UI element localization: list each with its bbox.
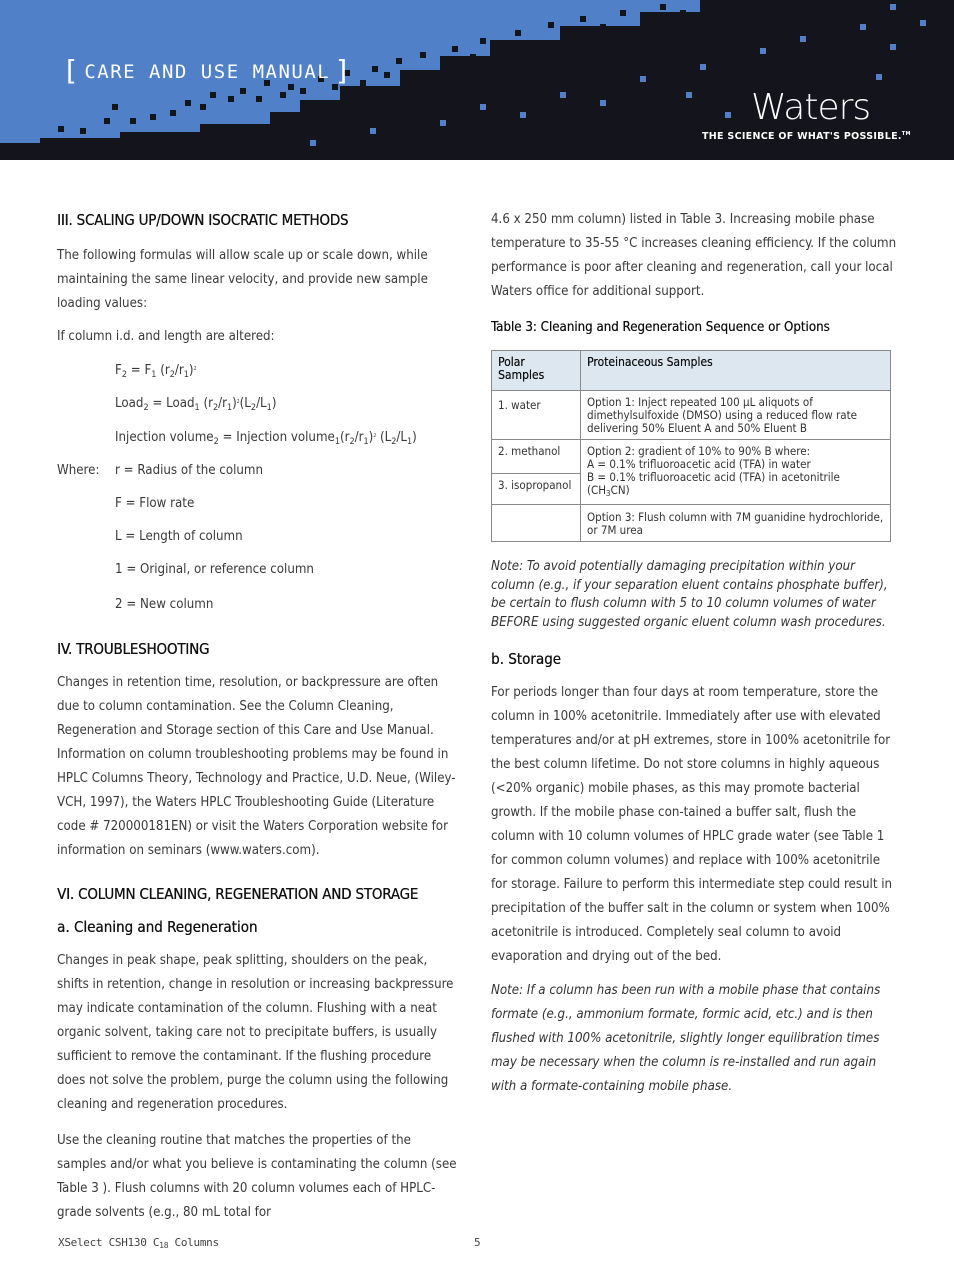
trademark-mark: TM xyxy=(901,131,911,137)
superscript: 2 xyxy=(236,399,240,405)
option-1-cell: Option 1: Inject repeated 100 µL aliquots of dimethylsulfoxide (DMSO) using a reduced flow rate delivering 50% Eluent A and 50% Eluent B xyxy=(581,391,891,440)
waters-logo xyxy=(702,88,932,142)
option-2-cell xyxy=(581,440,891,505)
section-4-body: Changes in retention time, resolution, or backpressure are often due to column contamination. See the Column Cleaning, Regeneration and Storage section of this Care and Use Manual. Information on column troubleshooting problems may be found in HPLC Columns Theory, Technology and Practice, U.D. Neue, (Wiley-VCH, 1997), the Waters HPLC Troubleshooting Guide (Literature code # 720000181EN) or visit the Waters Corporation website for information on seminars (www.waters.com). xyxy=(57,675,456,858)
header-banner xyxy=(0,0,954,160)
superscript: 2 xyxy=(193,366,197,372)
subscript: 1 xyxy=(194,403,200,413)
subscript: 2 xyxy=(349,437,355,447)
polar-cell: 2. methanol xyxy=(492,440,581,474)
table-header-row xyxy=(492,351,891,391)
subscript: 1 xyxy=(334,437,340,447)
formula-load xyxy=(115,392,459,416)
formula-term: /r xyxy=(354,430,364,445)
polar-cell-empty xyxy=(492,505,581,542)
formula-term: (r xyxy=(156,363,170,378)
formula-term: /r xyxy=(174,363,184,378)
tagline-text: THE SCIENCE OF WHAT'S POSSIBLE. xyxy=(702,131,902,142)
table-3-caption: Table 3: Cleaning and Regeneration Sequence or Options xyxy=(491,320,830,335)
formate-note: Note: If a column has been run with a mobile phase that contains formate (e.g., ammonium formate, formic acid, etc.) and is then flushed with 100% acetonitrile, slightly longer equilibration times may be necessary when the column is re-installed and run again with a formate-containing mobile phase. xyxy=(491,983,881,1094)
subscript: 2 xyxy=(169,370,175,380)
polar-cell: 3. isopropanol xyxy=(492,473,581,504)
section-3-condition: If column i.d. and length are altered: xyxy=(57,329,275,344)
subsection-a-heading: a. Cleaning and Regeneration xyxy=(57,918,258,936)
subscript: 1 xyxy=(183,370,189,380)
bracket-close: ] xyxy=(334,54,353,87)
formula-term: Load xyxy=(115,396,144,411)
subsection-b-heading: b. Storage xyxy=(491,650,561,668)
definition-row xyxy=(57,525,459,549)
subscript: 18 xyxy=(159,1241,169,1250)
subscript: 1 xyxy=(266,403,272,413)
option-2-line: A = 0.1% trifluoroacetic acid (TFA) in water xyxy=(587,457,811,471)
storage-paragraph: For periods longer than four days at room temperature, store the column in 100% acetonitrile. Immediately after use with elevated temperatures and/or at pH extremes, store in 100% acetonitrile for the best column lifetime. Do not store columns in highly aqueous (<20% organic) mobile phases, as this may promote bacterial growth. If the mobile phase con-tained a buffer salt, flush the column with 10 column volumes of HPLC grade water (see Table 1 for common column volumes) and replace with 100% acetonitrile for storage. Failure to perform this intermediate step could result in precipitation of the buffer salt in the column or system when 100% acetonitrile is introduced. Completely seal column to avoid evaporation and drying out of the bed. xyxy=(491,685,893,964)
definition-row xyxy=(57,558,459,582)
formula-term: /L xyxy=(396,430,407,445)
formula-term: B = 0.1% trifluoroacetic acid (TFA) in acetonitrile (CH xyxy=(587,470,840,497)
subscript: 1 xyxy=(151,370,157,380)
section-3-intro: The following formulas will allow scale up or scale down, while maintaining the same linear velocity, and provide new sample loading values: xyxy=(57,248,428,311)
formula-term: ) xyxy=(368,430,374,445)
section-3-heading: III. SCALING UP/DOWN ISOCRATIC METHODS xyxy=(57,211,349,229)
formula-term: = F xyxy=(126,363,152,378)
formula-term: /L xyxy=(256,396,267,411)
page-number: 5 xyxy=(474,1236,481,1249)
right-column xyxy=(491,208,899,1099)
cleaning-paragraph-2-continued: 4.6 x 250 mm column) listed in Table 3. Increasing mobile phase temperature to 35-55 °C increases cleaning efficiency. If the column performance is poor after cleaning and regeneration, call your local Waters office for additional support. xyxy=(491,212,897,299)
table-row xyxy=(492,440,891,474)
formula-term: ) xyxy=(188,363,194,378)
subscript: 1 xyxy=(226,403,233,413)
formula-term: (r xyxy=(339,430,350,445)
subscript: 2 xyxy=(213,437,219,447)
definition-row xyxy=(57,593,459,617)
formula-term: /r xyxy=(218,396,227,411)
superscript: 2 xyxy=(373,433,377,439)
formula-flow-rate xyxy=(115,359,459,383)
subscript: 2 xyxy=(121,370,127,380)
precipitation-note: Note: To avoid potentially damaging precipitation within your column (e.g., if your separation eluent contains phosphate buffer), be certain to flush column with 5 to 10 column volumes of water BEFORE using suggested organic eluent column wash procedures. xyxy=(491,559,888,630)
where-label: Where: xyxy=(57,463,100,478)
subscript: 3 xyxy=(606,489,611,498)
column-header-proteinaceous: Proteinaceous Samples xyxy=(581,351,891,391)
definition-original: 1 = Original, or reference column xyxy=(115,562,314,577)
bracket-open: [ xyxy=(62,54,81,87)
footer-product-name xyxy=(58,1236,219,1250)
logo-tagline xyxy=(702,131,932,142)
document-type-title xyxy=(58,54,357,87)
subscript: 1 xyxy=(363,437,369,447)
cleaning-table xyxy=(491,350,891,542)
formula-term: = Load xyxy=(148,396,195,411)
formula-term: (L xyxy=(239,396,251,411)
cleaning-paragraph-1: Changes in peak shape, peak splitting, shoulders on the peak, shifts in retention, change in resolution or increasing backpressure may indicate contamination of the column. Flushing with a neat organic solvent, taking care not to precipitate buffers, is usually sufficient to remove the contaminant. If the flushing procedure does not solve the problem, purge the column using the following cleaning and regeneration procedures. xyxy=(57,953,454,1112)
formula-injection-volume xyxy=(115,426,459,450)
section-4-heading: IV. TROUBLESHOOTING xyxy=(57,640,210,658)
definition-length: L = Length of column xyxy=(115,529,243,544)
formula-term: = Injection volume xyxy=(218,430,335,445)
column-header-polar: Polar Samples xyxy=(492,351,581,391)
subscript: 2 xyxy=(143,403,149,413)
formula-term: ) xyxy=(412,430,417,445)
definition-flow-rate: F = Flow rate xyxy=(115,496,195,511)
table-row xyxy=(492,505,891,542)
table-row xyxy=(492,391,891,440)
footer-text: Columns xyxy=(168,1236,219,1249)
formula-term: (r xyxy=(199,396,213,411)
option-2-line: Option 2: gradient of 10% to 90% B where: xyxy=(587,444,811,458)
section-6-heading: VI. COLUMN CLEANING, REGENERATION AND STORAGE xyxy=(57,885,419,903)
formula-term: ) xyxy=(232,396,237,411)
formula-term: (L xyxy=(376,430,392,445)
cleaning-paragraph-2: Use the cleaning routine that matches the properties of the samples and/or what you believe is contaminating the column (see Table 3 ). Flush columns with 20 column volumes each of HPLC-grade solvents (e.g., 80 mL total for xyxy=(57,1133,457,1220)
option-2-line xyxy=(587,471,884,500)
formula-term: ) xyxy=(271,396,277,411)
formula-term: CN) xyxy=(610,483,630,497)
subscript: 2 xyxy=(212,403,219,413)
subscript: 2 xyxy=(250,403,257,413)
formula-term: Injection volume xyxy=(115,430,214,445)
definition-row xyxy=(57,459,459,483)
banner-title-text: CARE AND USE MANUAL xyxy=(84,61,331,83)
logo-wordmark: Waters xyxy=(751,87,871,128)
left-column xyxy=(57,208,459,1225)
formula-term: F xyxy=(115,363,122,378)
option-3-cell: Option 3: Flush column with 7M guanidine hydrochloride, or 7M urea xyxy=(581,505,891,542)
subscript: 2 xyxy=(391,437,397,447)
footer-text: XSelect CSH130 C xyxy=(58,1236,160,1249)
polar-cell: 1. water xyxy=(492,391,581,440)
subscript: 1 xyxy=(406,437,413,447)
definition-radius: r = Radius of the column xyxy=(115,463,263,478)
definition-new: 2 = New column xyxy=(115,597,214,612)
definition-row xyxy=(57,492,459,516)
